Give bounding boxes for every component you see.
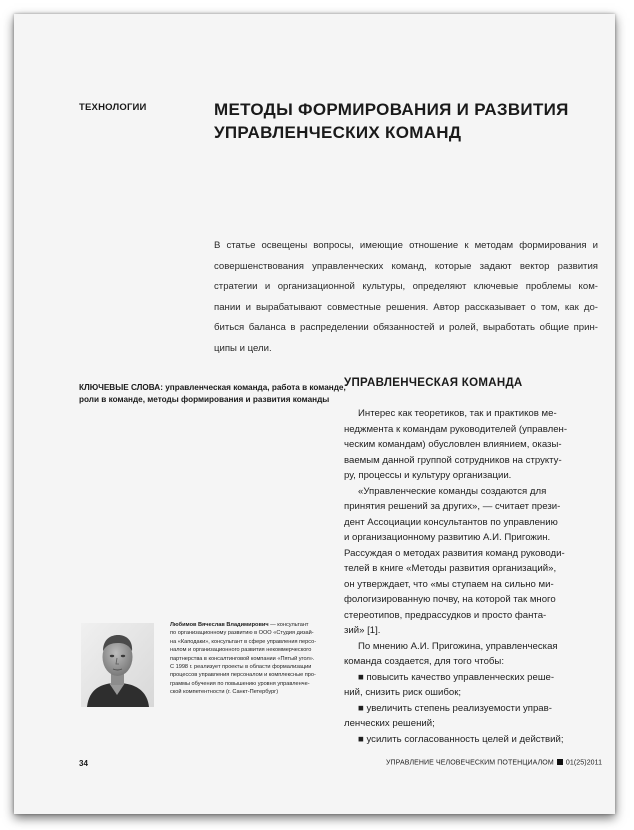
abstract-line: совершенствования управленческих команд, которые задают вектор развития [214, 260, 598, 272]
body-line: ру, процессы и культуру организации. [344, 470, 512, 481]
section-tag: ТЕХНОЛОГИИ [79, 102, 147, 113]
body-line: команда создается, для того чтобы: [344, 656, 504, 667]
keywords-line: КЛЮЧЕВЫЕ СЛОВА: управленческая команда, работа в команде, [79, 383, 346, 392]
journal-footer [386, 759, 602, 767]
article-abstract [214, 236, 598, 359]
bio-line: процессов управления персоналом и комплексные про- [170, 672, 316, 679]
section-heading: УПРАВЛЕНЧЕСКАЯ КОМАНДА [344, 377, 523, 389]
journal-name: УПРАВЛЕНИЕ ЧЕЛОВЕЧЕСКИМ ПОТЕНЦИАЛОМ [386, 759, 554, 767]
bio-line: налом и организационного развития некоммерческого [170, 647, 312, 654]
bullet-line: ■ повысить качество управленческих реше- [358, 671, 555, 683]
bio-line: С 1998 г. реализует проекты в области формализации [170, 664, 312, 671]
abstract-line: пании и вырабатывают совместные решения. Автор рассказывает о том, как до- [214, 301, 598, 313]
body-line: дент Ассоциации консультантов по управлению [344, 516, 558, 528]
bio-line: граммы обучения по повышению уровня управленче- [170, 680, 310, 687]
title-line: МЕТОДЫ ФОРМИРОВАНИЯ И РАЗВИТИЯ [214, 100, 569, 119]
body-line: По мнению А.И. Пригожина, управленческая [358, 640, 558, 652]
bullet-line: ■ усилить согласованность целей и действий; [358, 733, 564, 745]
author-bio [170, 621, 330, 697]
bio-line [170, 621, 330, 629]
journal-issue: 01(25)2011 [565, 759, 603, 767]
title-line: УПРАВЛЕНЧЕСКИХ КОМАНД [214, 123, 462, 142]
magazine-page [14, 14, 615, 814]
article-body [344, 406, 600, 747]
bullet-line: ■ увеличить степень реализуемости управ- [358, 702, 552, 714]
author-photo [81, 623, 154, 707]
body-line: ваемым данной группой сотрудников на структу- [344, 454, 562, 466]
body-line: он утверждает, что «мы ступаем на сильно ми- [344, 578, 554, 590]
bio-first-rest: — консультант [268, 622, 309, 628]
bio-line: партнерства в консалтинговой компании «Пятый угол». [170, 655, 315, 662]
body-line: телей в книге «Методы развития организаций», [344, 563, 557, 574]
bio-line: ской компетентности (г. Санкт-Петербург) [170, 689, 279, 696]
article-title [214, 98, 594, 144]
keywords [79, 382, 346, 405]
body-line: Рассуждая о методах развития команд руководи- [344, 547, 565, 559]
square-separator-icon [557, 759, 563, 765]
body-line: принятия решений за других», — считает прези- [344, 501, 561, 512]
body-line: и организационному развитию А.И. Пригожин. [344, 532, 551, 543]
abstract-line: ципы и цели. [214, 342, 272, 354]
body-line: фологизированную почву, на которой так много [344, 594, 556, 605]
body-line: стереотипов, предрассудков и просто фанта- [344, 609, 547, 621]
body-line: ленческих решений; [344, 718, 435, 729]
abstract-line: стратегии и организационной культуры, определяют ключевые проблемы ком- [214, 281, 598, 292]
author-portrait-image [81, 623, 154, 707]
body-line: «Управленческие команды создаются для [358, 485, 547, 497]
body-line: зий» [1]. [344, 625, 381, 636]
body-line: Интерес как теоретиков, так и практиков ме- [358, 408, 557, 419]
page-number: 34 [79, 759, 88, 768]
bio-line: по организационному развитию в ООО «Студия дизай- [170, 630, 314, 637]
body-line: ний, снизить риск ошибок; [344, 687, 462, 698]
author-name: Любимов Вячеслав Владимирович [170, 622, 269, 628]
keywords-line: роли в команде, методы формирования и развития команды [79, 394, 330, 404]
abstract-line: В статье освещены вопросы, имеющие отношение к методам формирования и [214, 240, 598, 251]
bio-line: на «Каподаки», консультант в сфере управления персо- [170, 638, 317, 645]
abstract-line: биться баланса в распределении обязанностей и ролей, выработать общие прин- [214, 322, 598, 333]
body-line: неджмента к командам руководителей (управлен- [344, 423, 568, 435]
body-line: ческим командам) обусловлен влиянием, оказы- [344, 439, 562, 450]
